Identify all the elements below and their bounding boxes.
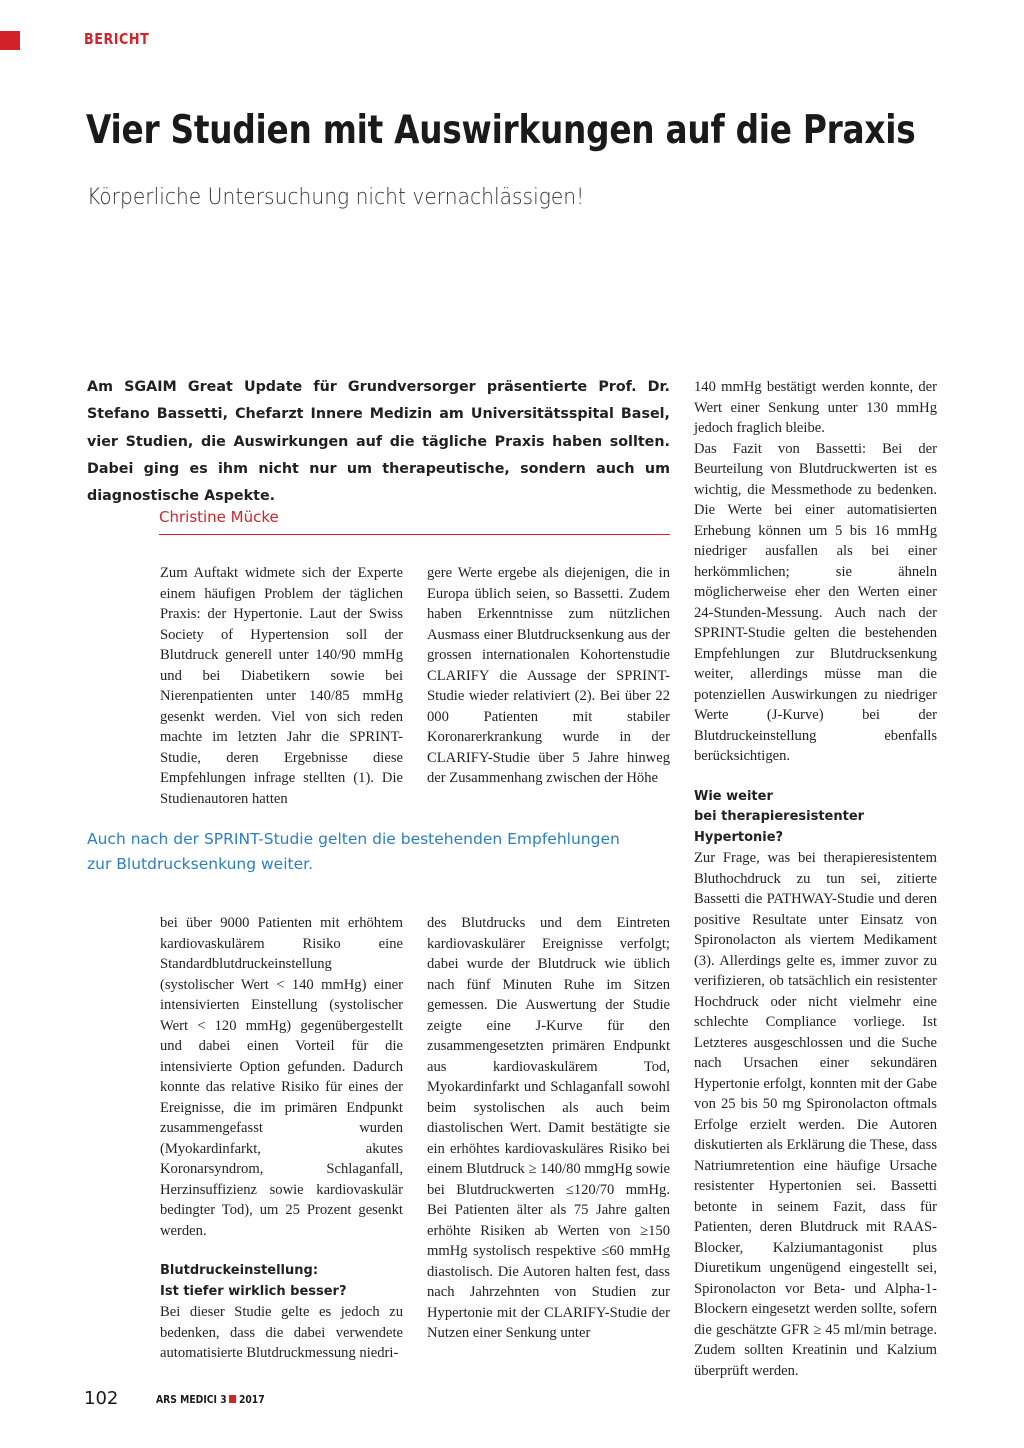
square-separator-icon <box>229 1395 236 1403</box>
article-lead: Am SGAIM Great Update für Grundversorger präsentierte Prof. Dr. Stefano Bassetti, Chefarzt Innere Medizin am Universitätsspital Basel, vier Studien, die Auswirkungen auf die tägliche Praxis haben sollten. Dabei ging es ihm nicht nur um therapeutische, sondern auch um diagnostische Aspekte. <box>87 379 670 505</box>
paragraph: bei über 9000 Patienten mit erhöhtem kardiovaskulärem Risiko eine Standardblutdruckeinstellung (systolischer Wert < 140 mmHg) einer intensivierten Einstellung (systolischer Wert < 120 mmHg) gegenübergestellt und dabei einen Vorteil für die intensivierte Option gefunden. Dadurch konnte das relative Risiko für eines der Ereignisse, die im primären Endpunkt zusammengefasst wurden (Myokardinfarkt, akutes Koronarsyndrom, Schlaganfall, Herzinsuffizienz sowie kardiovaskulär bedingter Tod), um 25 Prozent gesenkt werden. <box>160 915 403 1239</box>
column-1-top <box>160 563 403 809</box>
paragraph: gere Werte ergebe als diejenigen, die in Europa üblich seien, so Bassetti. Zudem haben Erkenntnisse zum nützlichen Ausmass einer Blutdrucksenkung aus der grossen internationalen Kohortenstudie CLARIFY die Aussage der SPRINT-Studie wieder relativiert (2). Bei über 22 000 Patienten mit stabiler Koronarerkrankung wurde in der CLARIFY-Studie über 5 Jahre hinweg der Zusammenhang zwischen der Höhe <box>427 565 670 786</box>
pull-quote: Auch nach der SPRINT-Studie gelten die bestehenden Empfehlungen zur Blutdrucksenkung weiter. <box>87 830 620 873</box>
column-2-bottom <box>427 913 670 1344</box>
journal-info <box>156 1394 265 1406</box>
article-title: Vier Studien mit Auswirkungen auf die Praxis <box>86 108 916 153</box>
article-subtitle: Körperliche Untersuchung nicht vernachlässigen! <box>87 185 585 210</box>
subheading-2-line-1: Wie weiter <box>694 788 773 804</box>
paragraph: Bei dieser Studie gelte es jedoch zu bedenken, dass die dabei verwendete automatisierte Blutdruckmessung niedri- <box>160 1304 403 1361</box>
journal-year: 2017 <box>238 1394 265 1406</box>
author-divider <box>159 534 670 535</box>
paragraph: des Blutdrucks und dem Eintreten kardiovaskulärer Ereignisse verfolgt; dabei wurde der Blutdruck wie üblich nach fünf Minuten Ruhe im Sitzen gemessen. Die Auswertung der Studie zeigte eine J-Kurve für den zusammengesetzten primären Endpunkt aus kardiovaskulärem Tod, Myokardinfarkt und Schlaganfall sowohl beim systolischen als auch beim diastolischen Wert. Damit bestätigte sie ein erhöhtes kardiovaskuläres Risiko bei einem Blutdruck ≥ 140/80 mmgHg sowie bei Blutdruckwerten ≤120/70 mmHg. Bei Patienten älter als 75 Jahre galten erhöhte Risiken ab Werten von ≥150 mmHg systolisch respektive ≤60 mmHg diastolisch. Die Autoren halten fest, dass nach Jahrzehnten von Studien zur Hypertonie mit der CLARIFY-Studie der Nutzen einer Senkung unter <box>427 915 670 1341</box>
paragraph: Das Fazit von Bassetti: Bei der Beurteilung von Blutdruckwerten ist es wichtig, die Messmethode zu bedenken. Die Werte bei einer automatisierten Erhebung können um 5 bis 16 mmHg niedriger ausfallen als bei einer herkömmlichen; sie ähneln möglicherweise eher den Werten einer 24-Stunden-Messung. Auch nach der SPRINT-Studie gelten die bestehenden Empfehlungen zur Blutdrucksenkung weiter, allerdings müsse man die potenziellen Auswirkungen zu niedriger Werte (J-Kurve) bei der Blutdruckeinstellung ebenfalls berücksichtigen. <box>694 440 937 764</box>
column-2-top <box>427 563 670 789</box>
subheading-1-line-2: Ist tiefer wirklich besser? <box>160 1283 347 1299</box>
subheading-1-line-1: Blutdruckeinstellung: <box>160 1263 319 1278</box>
section-label: BERICHT <box>84 30 150 48</box>
page-number: 102 <box>84 1388 119 1409</box>
paragraph: Zum Auftakt widmete sich der Experte einem häufigen Problem der täglichen Praxis: der Hypertonie. Laut der Swiss Society of Hypertension soll der Blutdruck generell unter 140/90 mmHg und bei Diabetikern sowie bei Nierenpatienten unter 140/85 mmHg gesenkt werden. Viel von sich reden machte im letzten Jahr die SPRINT-Studie, deren Ergebnisse diese Empfehlungen infrage stellten (1). Die Studienautoren hatten <box>160 565 403 807</box>
column-3 <box>694 377 937 1381</box>
journal-name: ARS MEDICI 3 <box>156 1394 227 1406</box>
paragraph: 140 mmHg bestätigt werden konnte, der Wert einer Senkung unter 130 mmHg jedoch fraglich bleibe. <box>694 379 937 436</box>
author-name: Christine Mücke <box>159 508 279 526</box>
section-marker <box>0 31 20 50</box>
column-1-bottom <box>160 913 403 1364</box>
paragraph: Zur Frage, was bei therapieresistentem Bluthochdruck zu tun sei, zitierte Bassetti die PATHWAY-Studie und deren positive Resultate unter Einsatz von Spironolacton als viertem Medikament (3). Allerdings gelte es, immer zuvor zu verifizieren, ob tatsächlich ein resistenter Hochdruck oder nicht vielmehr eine schlechte Compliance vorliege. Ist Letzteres ausgeschlossen und die Suche nach Ursachen einer sekundären Hypertonie erfolgt, konnten mit der Gabe von 25 bis 50 mg Spironolacton oftmals Erfolge erzielt werden. Die Autoren diskutierten als Erklärung die These, dass Natriumretention eine häufige Ursache resistenter Hypertonien sei. Bassetti betonte in seinem Fazit, dass für Patienten, deren Blutdruck mit RAAS-Blocker, Kalziumantagonist plus Diuretikum ungenügend eingestellt sei, Spironolacton vor Beta- und Alpha-1-Blockern eingesetzt werden sollte, sofern die geschätzte GFR ≥ 45 ml/min betrage. Zudem sollten Kreatinin und Kalzium überprüft werden. <box>694 850 937 1379</box>
subheading-2-line-2: bei therapieresistenter Hypertonie? <box>694 809 865 845</box>
